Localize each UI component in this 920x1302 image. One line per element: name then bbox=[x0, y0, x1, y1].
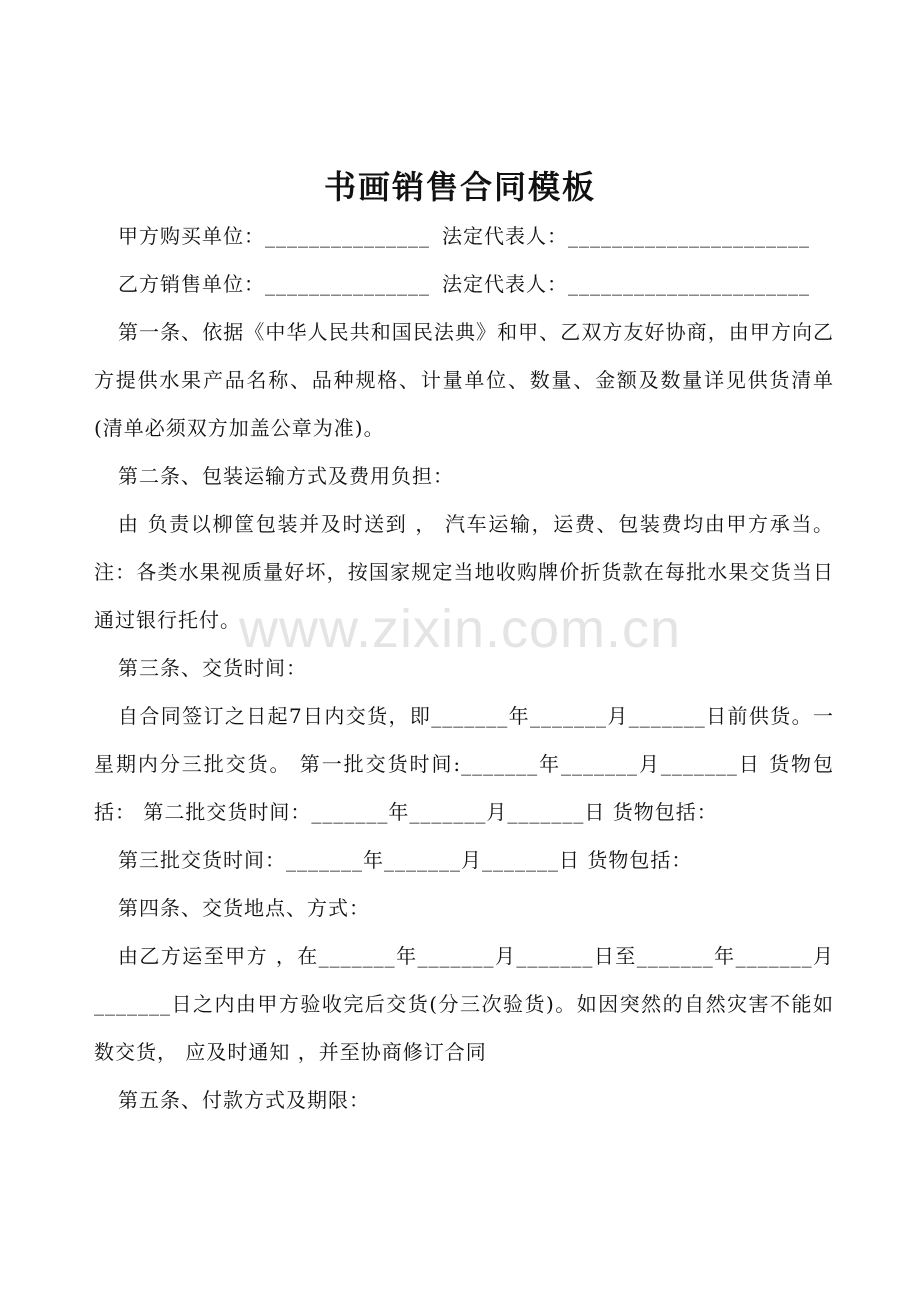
article-2-heading: 第二条、包装运输方式及费用负担： bbox=[118, 464, 454, 488]
party-b-rep-label: 法定代表人： bbox=[442, 272, 568, 296]
article-1-text: 第一条、依据《中华人民共和国民法典》和甲、乙双方友好协商，由甲方向乙方提供水果产品名称、品种规格、计量单位、数量、金额及数量详见供货清单(清单必须双方加盖公章为准)。 bbox=[94, 320, 834, 440]
party-b-rep-blank: ______________________ bbox=[568, 272, 810, 296]
article-3-batch-3: 第三批交货时间：_______年_______月_______日 货物包括： bbox=[118, 848, 693, 872]
party-a-unit-label: 甲方购买单位： bbox=[118, 224, 265, 248]
article-3-text: 自合同签订之日起7日内交货，即_______年_______月_______日前供货。一星期内分三批交货。 第一批交货时间:_______年_______月_______日 货物包括： 第二批交货时间：_______年_______月_______日 货物包括： bbox=[94, 704, 834, 824]
party-b-row bbox=[94, 260, 834, 308]
party-a-unit-blank: _______________ bbox=[265, 224, 430, 248]
article-3-heading: 第三条、交货时间： bbox=[118, 656, 307, 680]
document-title: 书画销售合同模板 bbox=[323, 168, 596, 206]
party-b-unit-label: 乙方销售单位： bbox=[118, 272, 265, 296]
watermark-text: www.zixin.com.cn bbox=[238, 599, 682, 659]
article-5-heading: 第五条、付款方式及期限： bbox=[118, 1088, 370, 1112]
article-2-text: 由 负责以柳筐包装并及时送到 ， 汽车运输，运费、包装费均由甲方承当。注：各类水果视质量好坏，按国家规定当地收购牌价折货款在每批水果交货当日通过银行托付。 bbox=[94, 512, 834, 632]
party-a-rep-label: 法定代表人： bbox=[442, 224, 568, 248]
party-a-rep-blank: ______________________ bbox=[568, 224, 810, 248]
article-4-text: 由乙方运至甲方 ，在_______年_______月_______日至_______年_______月_______日之内由甲方验收完后交货(分三次验货)。如因突然的自然灾害不能如数交货， 应及时通知 ，并至协商修订合同 bbox=[94, 944, 834, 1064]
article-4-heading: 第四条、交货地点、方式： bbox=[118, 896, 370, 920]
document-body bbox=[94, 212, 834, 1124]
party-a-row bbox=[94, 212, 834, 260]
party-b-unit-blank: _______________ bbox=[265, 272, 430, 296]
